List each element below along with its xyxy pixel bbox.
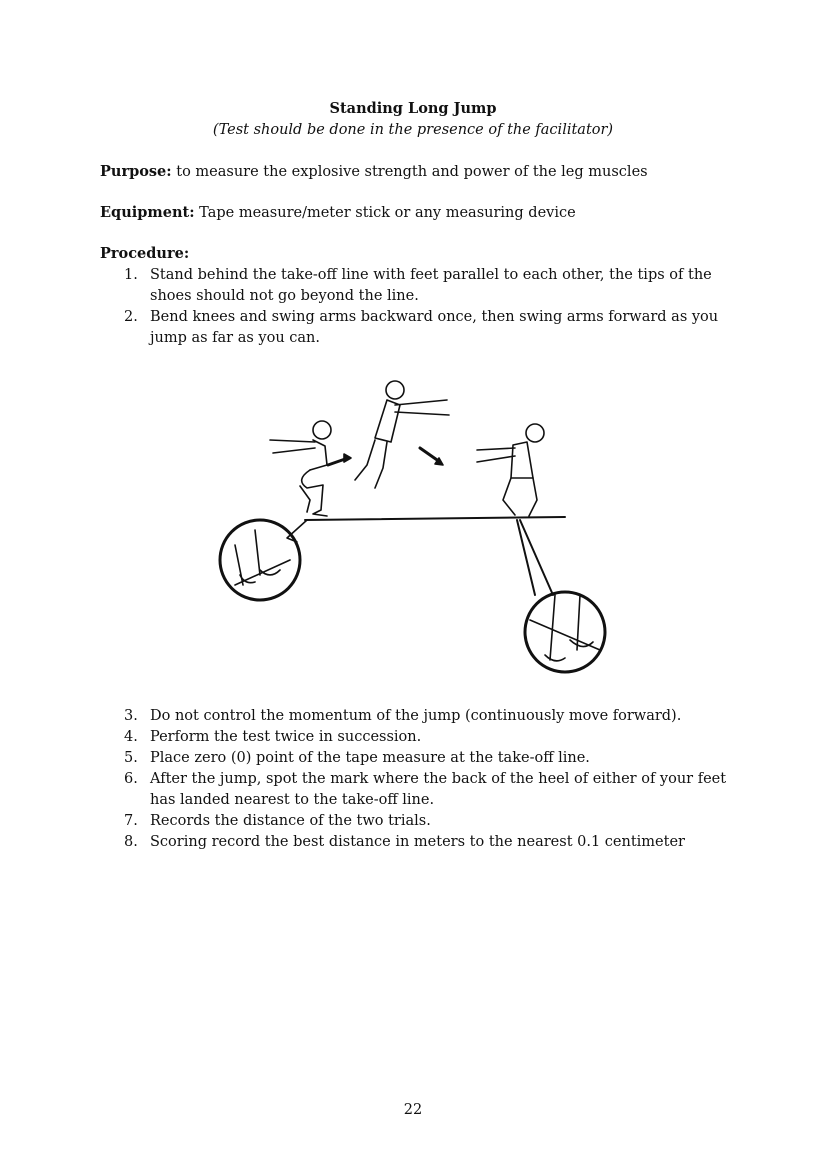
standing-long-jump-illustration — [215, 370, 620, 690]
equipment-text: Tape measure/meter stick or any measuring device — [199, 205, 576, 221]
list-item — [100, 727, 730, 748]
page-title: Standing Long Jump — [329, 100, 497, 117]
list-item — [100, 769, 730, 811]
step-text: After the jump, spot the mark where the back of the heel of either of your feet has landed nearest to the take-off line. — [150, 771, 727, 808]
step-number: 1. — [124, 267, 138, 283]
page-number: 22 — [403, 1102, 423, 1118]
step-number: 8. — [124, 834, 138, 850]
equipment-line — [100, 204, 576, 221]
equipment-label: Equipment: — [100, 204, 195, 221]
step-number: 7. — [124, 813, 138, 829]
page-subtitle: (Test should be done in the presence of the facilitator) — [212, 122, 614, 138]
purpose-text: to measure the explosive strength and power of the leg muscles — [176, 164, 648, 180]
procedure-list-part1 — [100, 265, 730, 349]
list-item — [100, 811, 730, 832]
list-item — [100, 748, 730, 769]
purpose-line — [100, 163, 648, 180]
jumper-airborne-icon — [355, 381, 449, 488]
step-number: 5. — [124, 750, 138, 766]
magnifier-takeoff-icon — [220, 520, 307, 600]
procedure-list-part2 — [100, 706, 730, 853]
step-number: 2. — [124, 309, 138, 325]
magnifier-landing-icon — [517, 520, 605, 672]
list-item — [100, 265, 730, 307]
step-text: Do not control the momentum of the jump (continuously move forward). — [150, 708, 682, 724]
step-text: Place zero (0) point of the tape measure at the take-off line. — [150, 750, 590, 766]
procedure-heading: Procedure: — [100, 245, 190, 262]
jumper-landing-icon — [477, 424, 544, 516]
step-number: 3. — [124, 708, 138, 724]
step-text: Records the distance of the two trials. — [150, 813, 431, 829]
list-item — [100, 706, 730, 727]
step-number: 6. — [124, 771, 138, 787]
purpose-label: Purpose: — [100, 163, 172, 180]
list-item — [100, 307, 730, 349]
step-text: Stand behind the take-off line with feet parallel to each other, the tips of the shoes should not go beyond the line. — [150, 267, 712, 304]
step-number: 4. — [124, 729, 138, 745]
step-text: Perform the test twice in succession. — [150, 729, 422, 745]
jumper-crouch-icon — [270, 421, 331, 516]
step-text: Scoring record the best distance in meters to the nearest 0.1 centimeter — [150, 834, 685, 850]
list-item — [100, 832, 730, 853]
step-text: Bend knees and swing arms backward once, then swing arms forward as you jump as far as you can. — [150, 309, 719, 346]
